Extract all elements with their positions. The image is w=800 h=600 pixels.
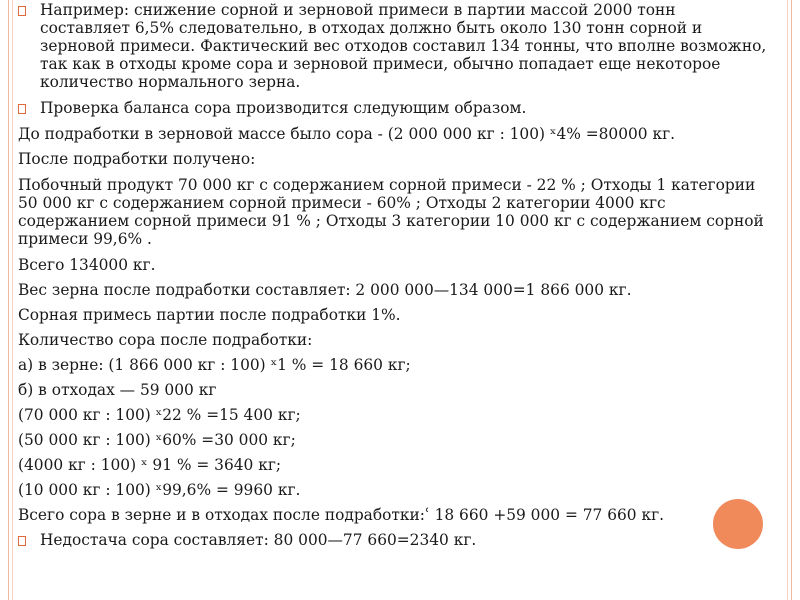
paragraph-line: Например: снижение сорной и зерновой примеси в партии массой 2000 тонн — [40, 1, 676, 19]
paragraph-line: 50 000 кг с содержанием сорной примеси - 60% ; Отходы 2 категории 4000 кгс — [18, 194, 666, 212]
paragraph-line: Проверка баланса сора производится следующим образом. — [40, 99, 527, 117]
paragraph-line: (4000 кг : 100) ˣ 91 % = 3640 кг; — [18, 456, 282, 474]
paragraph-line: Побочный продукт 70 000 кг с содержанием сорной примеси - 22 % ; Отходы 1 категории — [18, 176, 756, 194]
paragraph-line: Вес зерна после подработки составляет: 2 000 000—134 000=1 866 000 кг. — [18, 281, 632, 299]
paragraph-line: До подработки в зерновой массе было сора - (2 000 000 кг : 100) ˣ4% =80000 кг. — [18, 125, 676, 143]
paragraph-line: Недостача сора составляет: 80 000—77 660=2340 кг. — [40, 531, 477, 549]
paragraph-line: составляет 6,5% следовательно, в отходах должно быть около 130 тонн сорной и — [40, 19, 703, 37]
paragraph-line: (10 000 кг : 100) ˣ99,6% = 9960 кг. — [18, 481, 301, 499]
paragraph-line: После подработки получено: — [18, 150, 256, 168]
paragraph-line: Сорная примесь партии после подработки 1%. — [18, 306, 401, 324]
paragraph-line: (50 000 кг : 100) ˣ60% =30 000 кг; — [18, 431, 296, 449]
paragraph-line: а) в зерне: (1 866 000 кг : 100) ˣ1 % = 18 660 кг; — [18, 356, 411, 374]
bullet-icon — [18, 536, 26, 546]
paragraph-line: зерновой примеси. Фактический вес отходов составил 134 тонны, что вполне возможно, — [40, 37, 767, 55]
paragraph-line: так как в отходы кроме сора и зерновой примеси, обычно попадает еще некоторое — [40, 55, 721, 73]
bullet-icon — [18, 104, 26, 114]
paragraph-line: б) в отходах — 59 000 кг — [18, 381, 217, 399]
paragraph-line: Количество сора после подработки: — [18, 331, 313, 349]
paragraph-line: примеси 99,6% . — [18, 230, 152, 248]
decorative-circle — [713, 499, 763, 549]
paragraph-line: Всего 134000 кг. — [18, 256, 156, 274]
paragraph-line: содержанием сорной примеси 91 % ; Отходы 3 категории 10 000 кг с содержанием сорной — [18, 212, 764, 230]
paragraph-line: количество нормального зерна. — [40, 73, 301, 91]
paragraph-line: Всего сора в зерне и в отходах после подработки:ʿ 18 660 +59 000 = 77 660 кг. — [18, 506, 665, 524]
slide-content — [16, 0, 786, 600]
paragraph-line: (70 000 кг : 100) ˣ22 % =15 400 кг; — [18, 406, 301, 424]
bullet-icon — [18, 6, 26, 16]
